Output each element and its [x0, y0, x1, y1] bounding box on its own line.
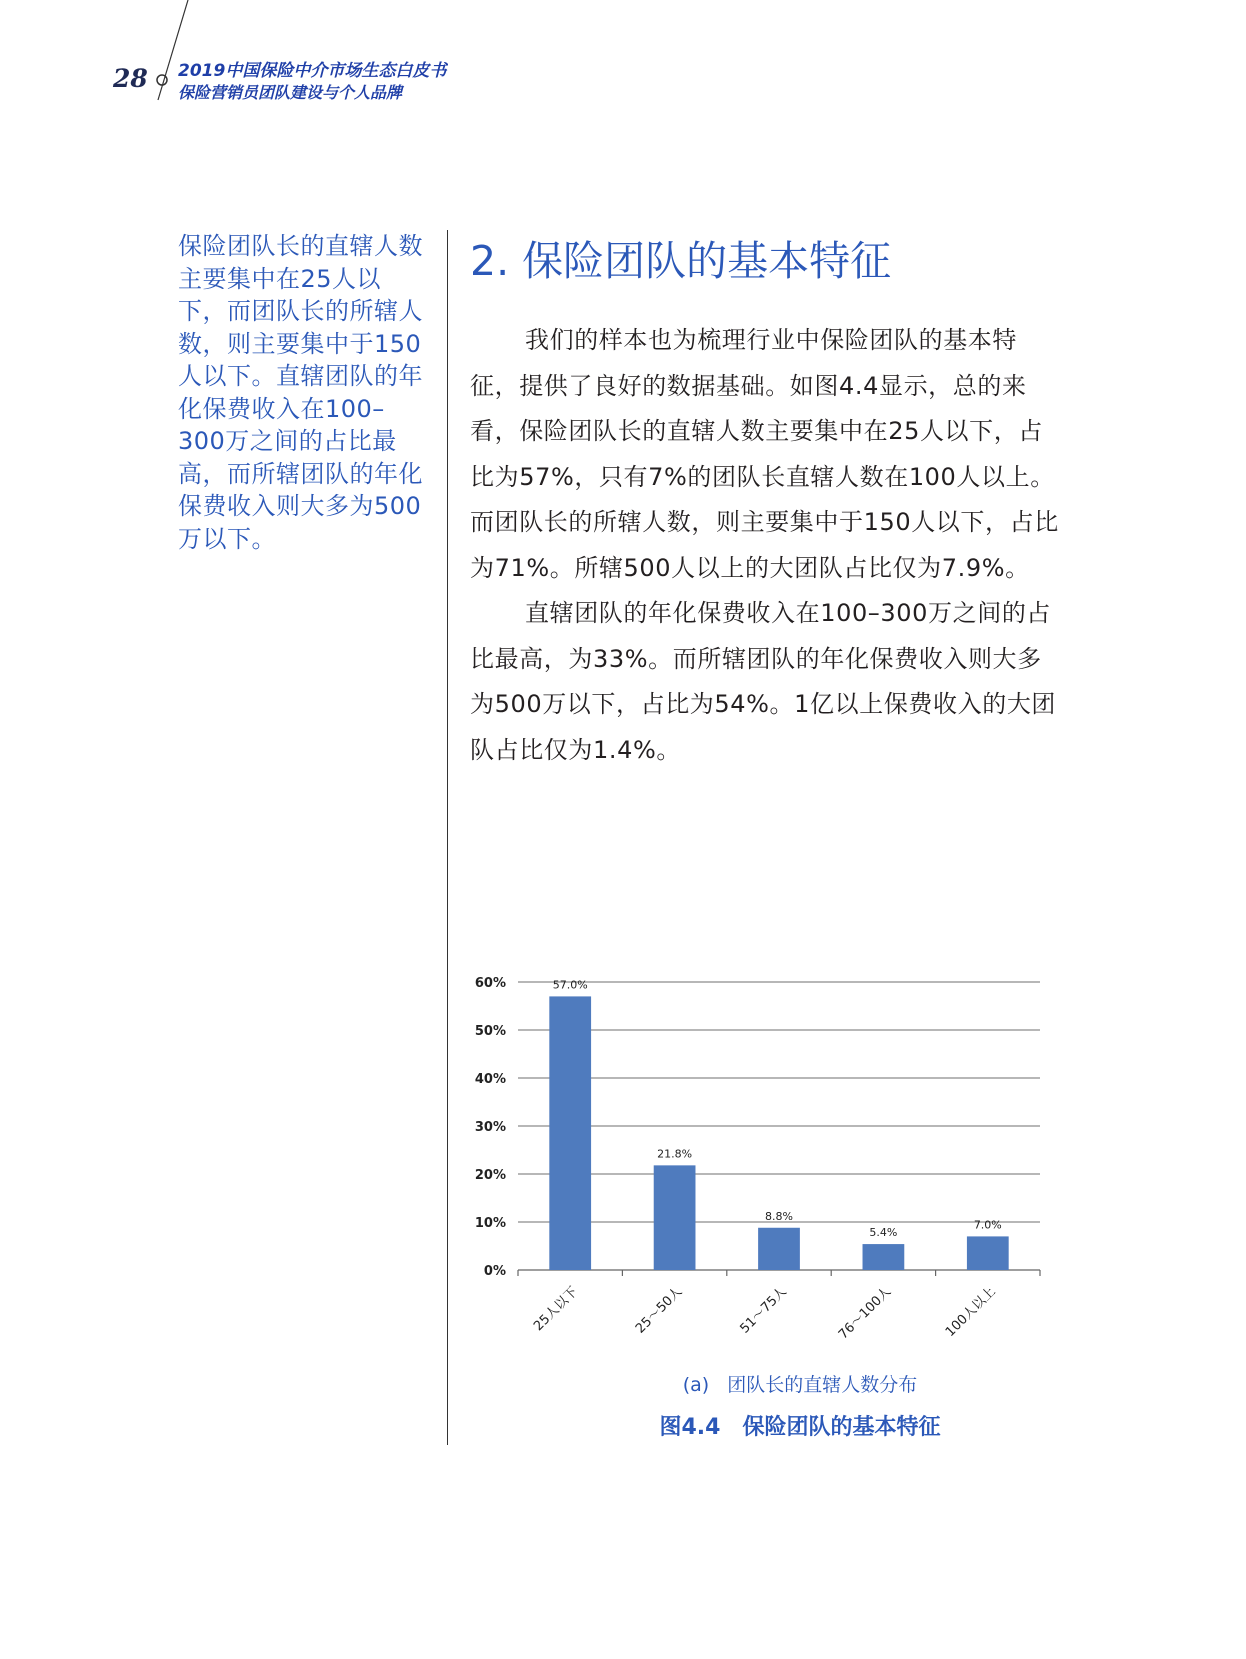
bar-chart-svg	[450, 965, 1070, 1405]
bar	[863, 1244, 905, 1270]
running-header	[178, 60, 446, 103]
bar	[967, 1236, 1009, 1270]
x-tick-label: 25人以下	[531, 1284, 582, 1335]
column-divider	[447, 230, 448, 1445]
y-tick-label: 60%	[474, 976, 506, 991]
bar	[758, 1228, 800, 1270]
bar-chart	[450, 965, 1070, 1405]
data-label: 5.4%	[869, 1226, 898, 1240]
y-tick-label: 40%	[474, 1072, 506, 1087]
body-text	[470, 318, 1060, 773]
body-paragraph-2: 直辖团队的年化保费收入在100–300万之间的占比最高，为33%。而所辖团队的年化保费收入则大多为500万以下，占比为54%。1亿以上保费收入的大团队占比仅为1.4%。	[470, 599, 1057, 764]
data-label: 21.8%	[657, 1147, 693, 1161]
data-label: 8.8%	[765, 1209, 793, 1223]
x-tick-label: 100人以上	[942, 1284, 999, 1340]
figure-title: 保险团队的基本特征	[742, 1415, 941, 1440]
sidebar-summary-note: 保险团队长的直辖人数主要集中在25人以下，而团队长的所辖人数，则主要集中于150人以下。直辖团队的年化保费收入在100–300万之间的占比最高，而所辖团队的年化保费收入则大多为500万以下。	[178, 232, 423, 553]
data-label: 57.0%	[552, 978, 588, 992]
y-tick-label: 50%	[474, 1024, 506, 1039]
running-header-title: 2019中国保险中介市场生态白皮书	[178, 61, 447, 81]
y-tick-label: 0%	[483, 1264, 506, 1279]
figure-label: 图4.4	[659, 1415, 721, 1440]
body-paragraph-1: 我们的样本也为梳理行业中保险团队的基本特征，提供了良好的数据基础。如图4.4显示，总的来看，保险团队长的直辖人数主要集中在25人以下，占比为57%，只有7%的团队长直辖人数在100人以上。而团队长的所辖人数，则主要集中于150人以下，占比为71%。所辖500人以上的大团队占比仅为7.9%。	[470, 326, 1059, 582]
chart-subtitle	[450, 1370, 1150, 1397]
x-tick-label: 51～75人	[737, 1284, 790, 1337]
x-tick-label: 25～50人	[633, 1284, 686, 1337]
chart-subtitle-text: 团队长的直辖人数分布	[727, 1374, 918, 1396]
figure-caption	[450, 1410, 1150, 1441]
y-tick-label: 30%	[474, 1120, 506, 1135]
page-number: 28	[113, 64, 148, 93]
bar	[654, 1165, 696, 1270]
y-tick-label: 10%	[474, 1216, 506, 1231]
running-header-subtitle: 保险营销员团队建设与个人品牌	[178, 83, 403, 102]
chart-subtitle-label: (a)	[682, 1374, 710, 1396]
data-label: 7.0%	[973, 1218, 1002, 1232]
section-title: 2. 保险团队的基本特征	[470, 237, 892, 285]
bar	[549, 996, 591, 1270]
y-tick-label: 20%	[474, 1168, 506, 1183]
x-tick-label: 76～100人	[835, 1284, 895, 1343]
